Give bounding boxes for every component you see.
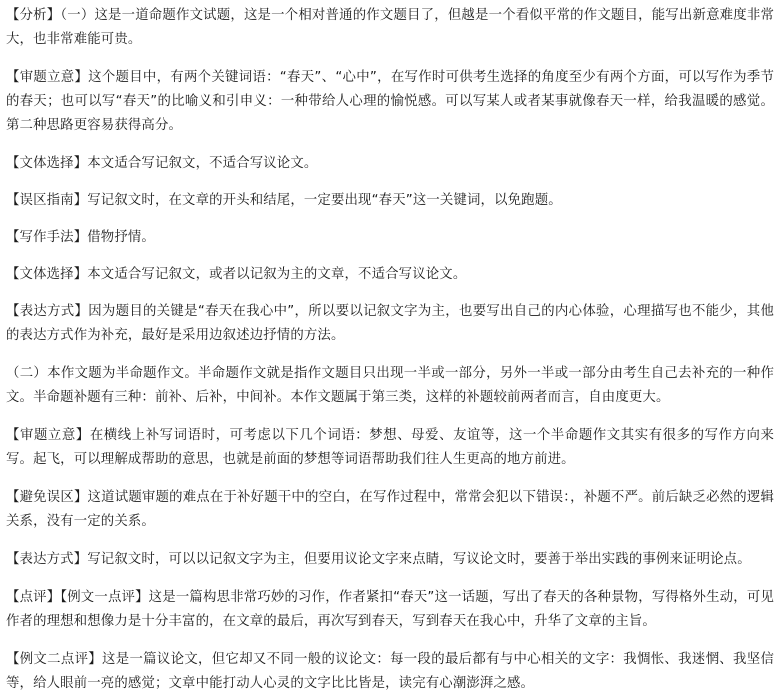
paragraph-expression-mode: 【表达方式】因为题目的关键是“春天在我心中”，所以要以记叙文字为主，也要写出自己的内心体验，心理描写也不能少，其他的表达方式作为补充，最好是采用边叙述边抒情的方法。 <box>6 304 774 343</box>
paragraph-writing-technique: 【写作手法】借物抒情。 <box>6 230 155 245</box>
paragraph-review-one: 【点评】【例文一点评】这是一篇构思非常巧妙的习作，作者紧扣“春天”这一话题，写出了春天的各种景物，写得格外生动，可见作者的理想和想像力是十分丰富的，在文章的最后，再次写到春天，写到春天在我心中，升华了文章的主旨。 <box>6 590 774 629</box>
paragraph-part-two: （二）本作文题为半命题作文。半命题作文就是指作文题目只出现一半或一部分，另外一半或一部分由考生自己去补充的一种作文。半命题补题有三种：前补、后补，中间补。本作文题属于第三类，这样的补题较前两者而言，自由度更大。 <box>6 366 774 405</box>
paragraph-genre-choice-2: 【文体选择】本文适合写记叙文，或者以记叙为主的文章，不适合写议论文。 <box>6 267 467 282</box>
paragraph-analysis: 【分析】（一）这是一道命题作文试题，这是一个相对普通的作文题目了，但越是一个看似平常的作文题目，能写出新意难度非常大，也非常难能可贵。 <box>6 8 774 47</box>
paragraph-genre-choice: 【文体选择】本文适合写记叙文，不适合写议论文。 <box>6 156 318 171</box>
paragraph-avoid-mistakes: 【避免误区】这道试题审题的难点在于补好题干中的空白，在写作过程中，常常会犯以下错误：，补题不严。前后缺乏必然的逻辑关系，没有一定的关系。 <box>6 490 774 529</box>
paragraph-expression-mode-2: 【表达方式】写记叙文时，可以以记叙文字为主，但要用议论文字来点睛，写议论文时，要善于举出实践的事例来证明论点。 <box>6 552 751 567</box>
paragraph-review-two: 【例文二点评】这是一篇议论文，但它却又不同一般的议论文：每一段的最后都有与中心相关的文字：我惆怅、我迷惘、我坚信等，给人眼前一亮的感觉；文章中能打动人心灵的文字比比皆是，读完有心潮澎湃之感。 <box>6 652 774 691</box>
paragraph-theme-intent-2: 【审题立意】在横线上补写词语时，可考虑以下几个词语：梦想、母爱、友谊等，这一个半命题作文其实有很多的写作方向来写。起飞，可以理解成帮助的意思，也就是前面的梦想等词语帮助我们往人生更高的地方前进。 <box>6 428 774 467</box>
paragraph-pitfall-guide: 【误区指南】写记叙文时，在文章的开头和结尾，一定要出现“春天”这一关键词，以免跑题。 <box>6 193 562 208</box>
paragraph-theme-intent: 【审题立意】这个题目中，有两个关键词语：“春天”、“心中”，在写作时可供考生选择的角度至少有两个方面，可以写作为季节的春天；也可以写“春天”的比喻义和引申义：一种带给人心理的愉悦感。可以写某人或者某事就像春天一样，给我温暖的感觉。第二种思路更容易获得高分。 <box>6 70 774 133</box>
